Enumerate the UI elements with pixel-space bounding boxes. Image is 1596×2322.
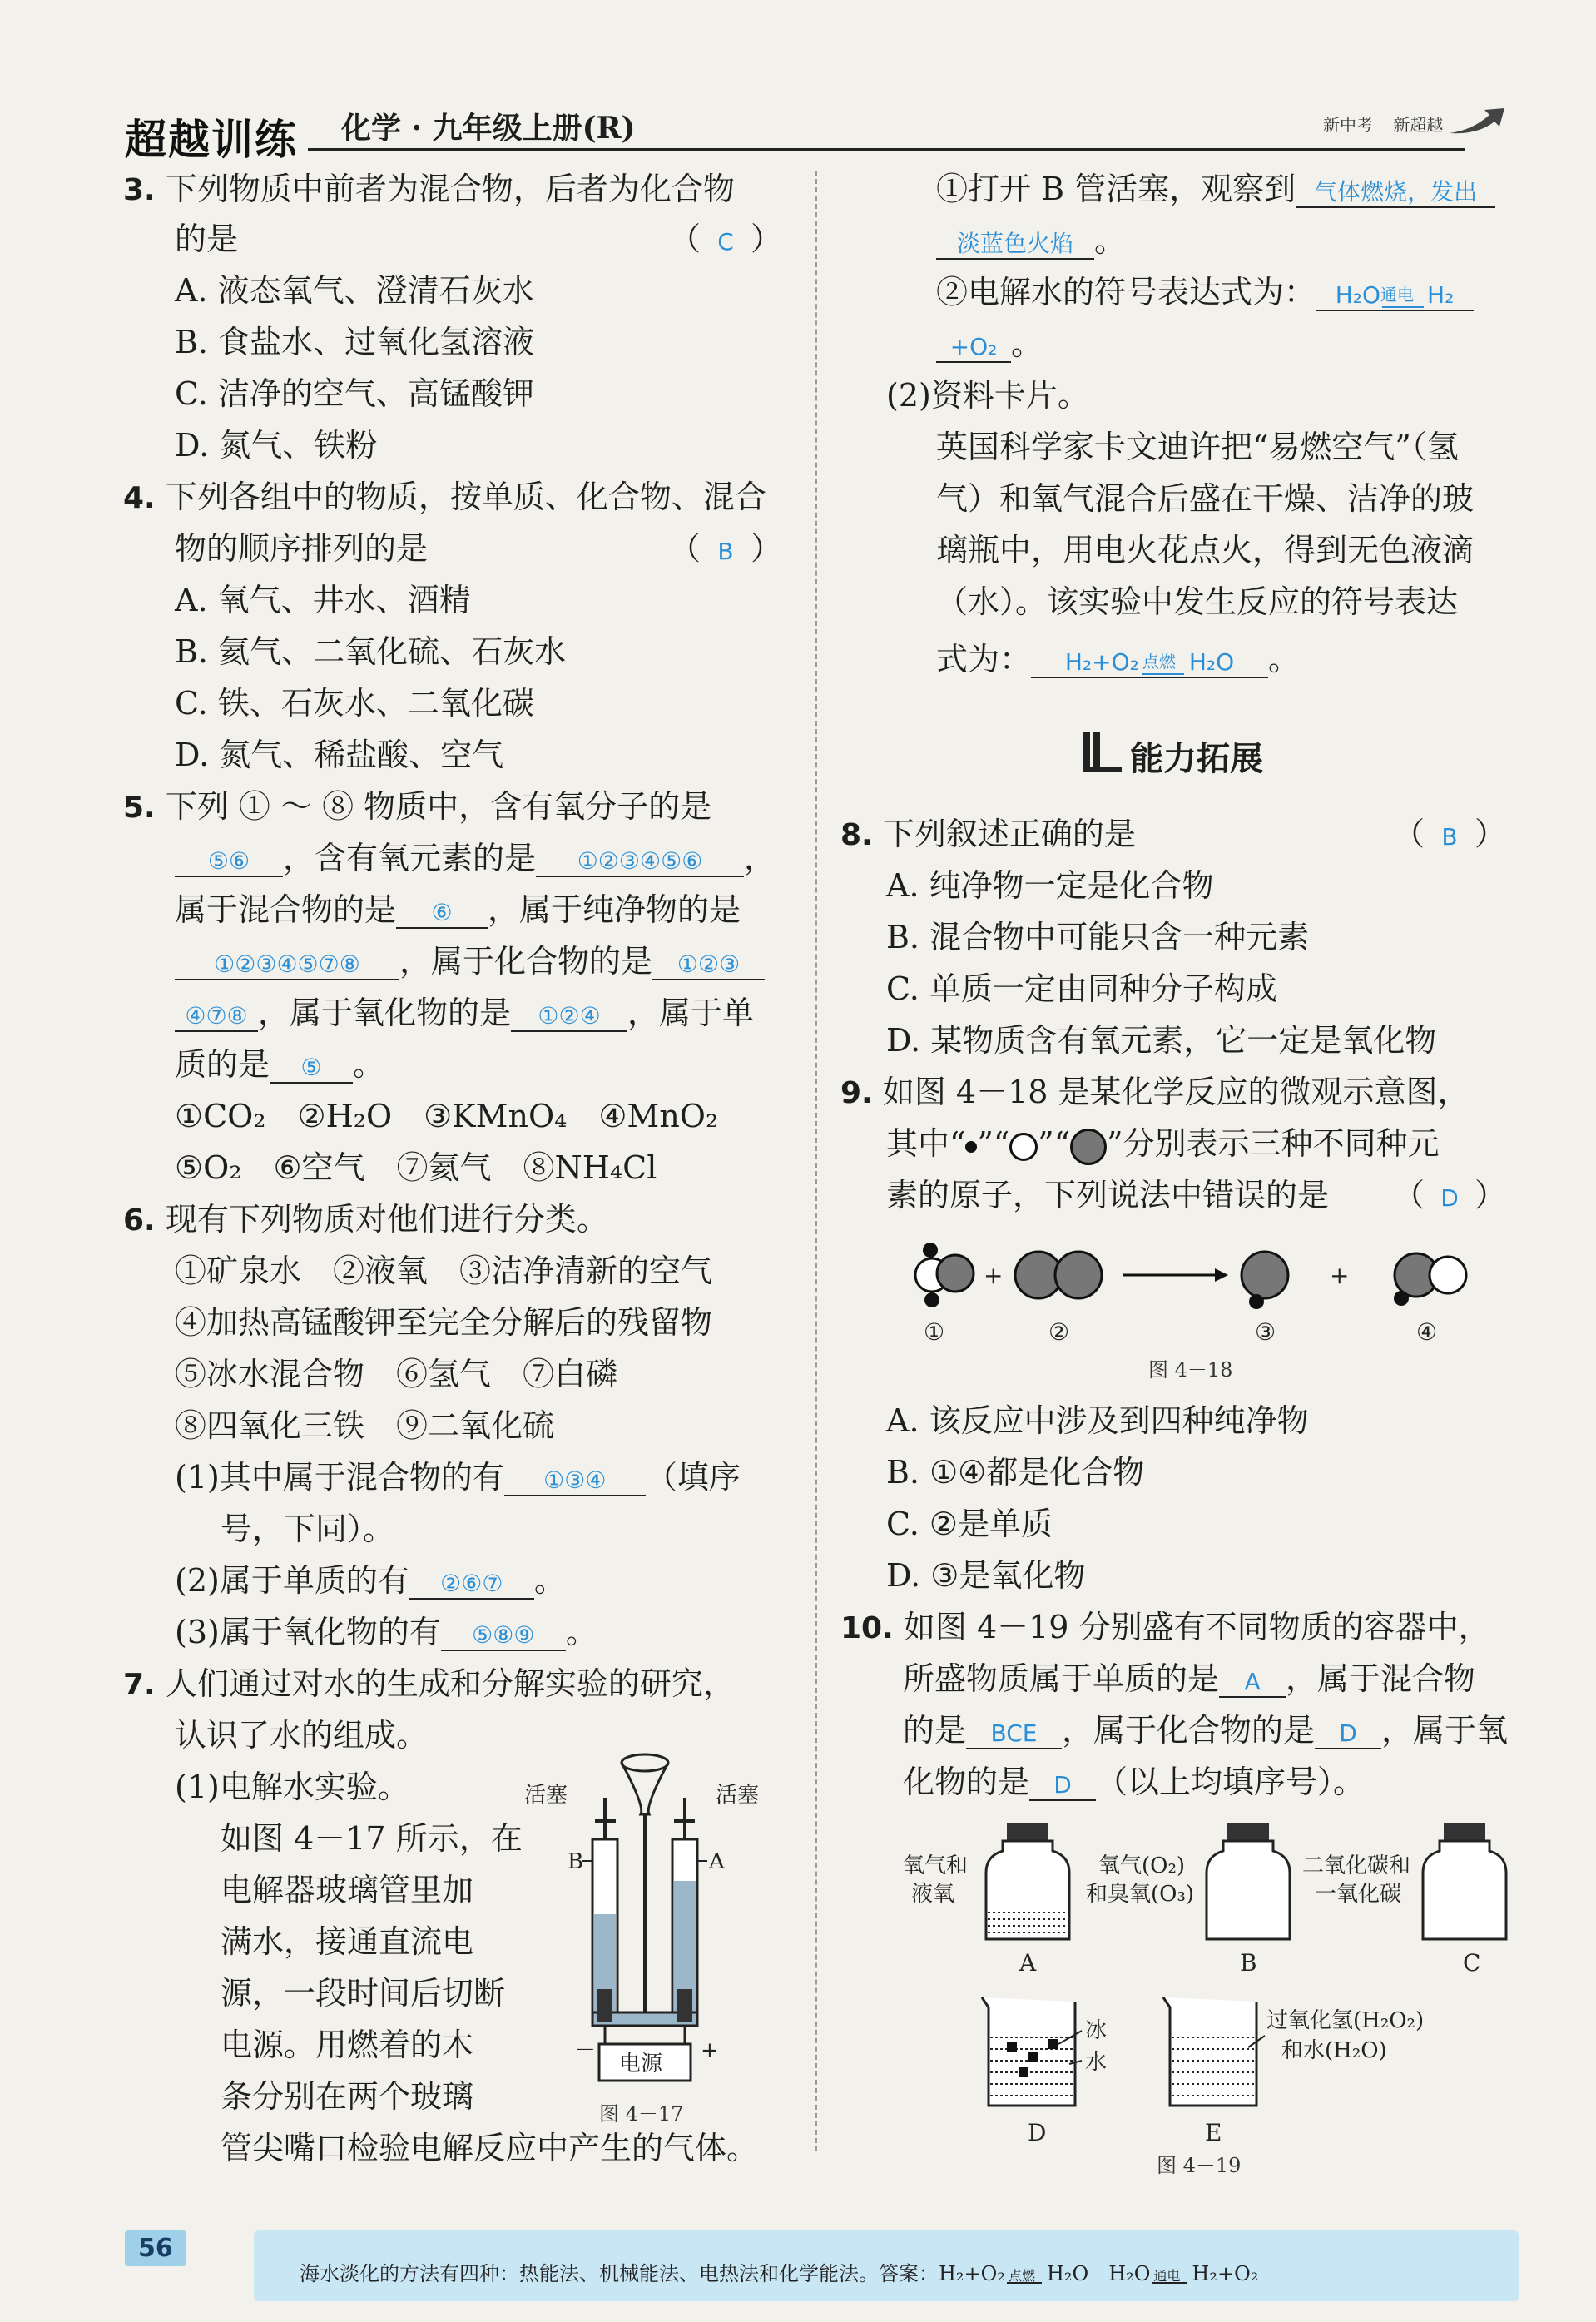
header-rule	[308, 148, 1465, 151]
q7-result-2-cont: +O₂ 。	[936, 325, 1043, 364]
q7-card-2: 气）和氧气混合后盛在干燥、洁净的玻	[936, 480, 1475, 517]
q3-stem-line2	[175, 221, 782, 259]
bottle-c-label-1: 二氧化碳和	[1302, 1853, 1411, 1878]
column-divider	[815, 171, 817, 2151]
q7-number: 7.	[123, 1668, 156, 1702]
footer-cond-2: 通电	[1153, 2268, 1181, 2284]
q7-part1: (1)电解水实验。	[175, 1769, 409, 1805]
q7-result-1: ①打开 B 管活塞，观察到 气体燃烧，发出	[936, 171, 1495, 209]
q10-line-3: 的是 BCE ，属于化合物的是 D ，属于氧	[903, 1712, 1509, 1749]
q5-line5: ④⑦⑧ ，属于氧化物的是 ①②④ ，属于单	[175, 995, 754, 1033]
q10-blank-2: BCE	[966, 1719, 1062, 1749]
molecule-1	[915, 1243, 974, 1307]
q5-blank-3: ⑥	[396, 899, 488, 929]
fig418-plus-1: +	[984, 1262, 1004, 1289]
fig417-label-b: B	[568, 1849, 584, 1874]
reaction-arrow	[1123, 1268, 1228, 1282]
q5-line4: ①②③④⑤⑦⑧ ，属于化合物的是 ①②③	[175, 943, 765, 981]
q8-answer: B	[1441, 823, 1458, 851]
q6-part3: (3)属于氧化物的有 ⑤⑧⑨ 。	[175, 1614, 597, 1650]
beaker-e	[1163, 1997, 1256, 2106]
q9-stem-1: 9. 如图 4－18 是某化学反应的微观示意图，	[840, 1074, 1470, 1110]
q9-answer: D	[1440, 1184, 1459, 1212]
q3-option-b: B. 食盐水、过氧化氢溶液	[175, 324, 535, 360]
footer-cond-1: 点燃	[1008, 2268, 1035, 2284]
fig417-power: 电源	[619, 2052, 663, 2076]
q7-blank-1a: 气体燃烧，发出	[1296, 178, 1495, 208]
q3-option-a: A. 液态氧气、澄清石灰水	[175, 272, 534, 309]
bottle-c	[1423, 1823, 1506, 1939]
q3-number: 3.	[123, 173, 156, 207]
q5-blank-7: ⑤	[270, 1054, 353, 1084]
q8-number: 8.	[840, 818, 873, 852]
beaker-e-label-1: 过氧化氢(H₂O₂)	[1266, 2008, 1425, 2033]
q7-desc-7: 管尖嘴口检验电解反应中产生的气体。	[221, 2130, 759, 2166]
brand-title: 超越训练	[125, 116, 298, 164]
fig418-label-1: ①	[924, 1318, 945, 1346]
q5-blank-4: ①②③④⑤⑦⑧	[175, 950, 399, 980]
q5-blank-5b: ④⑦⑧	[175, 1002, 258, 1032]
beaker-d-label-2: 水	[1085, 2050, 1108, 2075]
q4-stem-line2	[175, 530, 782, 568]
q8-option-b: B. 混合物中可能只含一种元素	[886, 919, 1310, 955]
q10-number: 10.	[840, 1611, 894, 1645]
header-tags	[1323, 112, 1458, 136]
q9-option-c: C. ②是单质	[886, 1506, 1053, 1542]
q7-blank-3: H₂+O₂ 点燃 H₂O	[1031, 648, 1268, 678]
q6-part1: (1)其中属于混合物的有 ①③④ （填序	[175, 1459, 741, 1496]
bottle-a-label-2: 液氧	[911, 1882, 955, 1907]
footer-arrow-1	[1007, 2282, 1042, 2284]
q8-option-d: D. 某物质含有氧元素，它一定是氧化物	[886, 1022, 1437, 1059]
q7-desc-6: 条分别在两个玻璃	[221, 2078, 474, 2115]
beaker-e-letter: E	[1205, 2119, 1222, 2146]
q7-desc-4: 源，一段时间后切断	[221, 1975, 506, 2012]
q6-items-2: ④加热高锰酸钾至完全分解后的残留物	[175, 1304, 713, 1341]
q4-option-b: B. 氦气、二氧化硫、石灰水	[175, 633, 567, 670]
header-tag-2: 新超越	[1393, 115, 1444, 135]
molecule-2	[1015, 1252, 1102, 1298]
q7-cond-electric: 通电	[1380, 285, 1415, 305]
q7-stem-line2: 认识了水的组成。	[175, 1717, 429, 1754]
q7-card-4: （水）。该实验中发生反应的符号表达	[936, 583, 1459, 620]
q7-blank-2b: +O₂	[936, 333, 1011, 363]
q4-option-a: A. 氧气、井水、酒精	[175, 582, 471, 618]
q7-arrow-2	[1142, 673, 1184, 675]
page-number: 56	[125, 2230, 186, 2266]
book-title: 化学 · 九年级上册(R)	[341, 111, 636, 146]
q3-stem2: 的是	[175, 221, 239, 257]
atom-gray-icon	[1070, 1129, 1107, 1165]
q4-option-c: C. 铁、石灰水、二氧化碳	[175, 685, 534, 722]
q6-stem: 6. 现有下列物质对他们进行分类。	[123, 1201, 608, 1238]
q9-option-b: B. ①④都是化合物	[886, 1454, 1145, 1491]
q5-blank-2: ①②③④⑤⑥	[536, 847, 744, 877]
q7-card-1: 英国科学家卡文迪许把“易燃空气”（氢	[936, 429, 1459, 465]
q10-line-2: 所盛物质属于单质的是 A ，属于混合物	[903, 1660, 1476, 1697]
bottle-a	[986, 1823, 1069, 1939]
fig418-label-4: ④	[1416, 1318, 1438, 1346]
beaker-d-letter: D	[1028, 2119, 1047, 2146]
q5-line2: ⑤⑥ ，含有氧元素的是 ①②③④⑤⑥ ，	[175, 840, 776, 878]
bottle-b-letter: B	[1240, 1949, 1257, 1977]
figure-4-18	[899, 1232, 1498, 1382]
q5-line6: 质的是 ⑤ 。	[175, 1046, 385, 1083]
q8-answer-paren: （ B ）	[1392, 816, 1506, 852]
molecule-3	[1242, 1252, 1288, 1309]
q6-items-1: ①矿泉水 ②液氧 ③洁净清新的空气	[175, 1253, 713, 1289]
fig418-plus-2: +	[1330, 1262, 1350, 1289]
bottle-b	[1207, 1823, 1290, 1939]
q9-answer-paren: （ D ）	[1392, 1177, 1506, 1213]
q7-result-2: ②电解水的符号表达式为： H₂O 通电 H₂	[936, 274, 1474, 312]
q8-option-c: C. 单质一定由同种分子构成	[886, 970, 1277, 1007]
q4-stem2: 物的顺序排列的是	[175, 530, 429, 567]
figure-4-19	[882, 1814, 1514, 2181]
bottle-a-label-1: 氧气和	[903, 1853, 969, 1878]
beaker-d	[982, 1997, 1075, 2106]
footer-tip: 海水淡化的方法有四种：热能法、机械能法、电热法和化学能法。答案：H₂+O₂ 点燃 H₂O H₂O 通电 H₂+O₂	[300, 2262, 1259, 2285]
q5-blank-1: ⑤⑥	[175, 847, 283, 877]
fig417-label-a: A	[709, 1849, 725, 1874]
q10-line-1: 10. 如图 4－19 分别盛有不同物质的容器中，	[840, 1609, 1490, 1645]
q9-number: 9.	[840, 1076, 873, 1110]
q3-stem-line1	[123, 171, 735, 209]
footer-arrow-2	[1152, 2282, 1187, 2284]
q6-number: 6.	[123, 1203, 156, 1238]
q9-stem-2: 其中“ ”“ ”“ ”分别表示三种不同种元	[886, 1125, 1440, 1165]
q7-desc-3: 满水，接通直流电	[221, 1923, 474, 1960]
section-bar-icon	[1082, 731, 1123, 774]
q5-list-1: ①CO₂ ②H₂O ③KMnO₄ ④MnO₂	[175, 1098, 719, 1134]
q6-part2: (2)属于单质的有 ②⑥⑦ 。	[175, 1562, 566, 1599]
q8-option-a: A. 纯净物一定是化合物	[886, 867, 1214, 904]
q7-desc-1: 如图 4－17 所示，在	[221, 1820, 523, 1857]
q10-blank-1: A	[1219, 1668, 1286, 1698]
figure-4-17-caption: 图 4－17	[599, 2102, 684, 2126]
q9-option-d: D. ③是氧化物	[886, 1557, 1086, 1594]
q4-answer-paren: （ B ）	[668, 530, 782, 567]
q5-blank-5a: ①②③	[652, 950, 765, 980]
q7-cond-ignite: 点燃	[1142, 652, 1176, 672]
fig418-caption: 图 4－18	[1148, 1358, 1233, 1382]
q7-part2: (2)资料卡片。	[886, 377, 1089, 414]
q8-stem: 8. 下列叙述正确的是 （ B ）	[840, 816, 1506, 852]
q10-line-4: 化物的是 D （以上均填序号）。	[903, 1764, 1366, 1800]
bottle-b-label-1: 氧气(O₂)	[1098, 1853, 1186, 1878]
atom-small-black-icon	[965, 1141, 977, 1153]
q6-blank-3: ⑤⑧⑨	[441, 1621, 566, 1651]
fig417-plus: +	[701, 2038, 719, 2063]
q7-blank-1b: 淡蓝色火焰	[936, 230, 1094, 260]
q7-desc-2: 电解器玻璃管里加	[221, 1872, 474, 1908]
bottle-b-label-2: 和臭氧(O₃)	[1086, 1882, 1195, 1907]
q7-desc-5: 电源。用燃着的木	[221, 2027, 474, 2063]
atom-white-icon	[1009, 1133, 1038, 1161]
q6-part1-cont: 号，下同）。	[221, 1511, 395, 1547]
q10-blank-4: D	[1029, 1771, 1096, 1801]
q7-card-5: 式为： H₂+O₂ 点燃 H₂O 。	[936, 641, 1301, 677]
q6-blank-2: ②⑥⑦	[409, 1570, 534, 1600]
figure-4-17	[516, 1748, 791, 2097]
fig417-valve-right: 活塞	[716, 1783, 760, 1808]
q7-result-1-cont: 淡蓝色火焰 。	[936, 222, 1126, 260]
q3-answer: C	[717, 228, 734, 256]
molecule-4	[1394, 1253, 1466, 1306]
q4-number: 4.	[123, 481, 156, 515]
q5-number: 5.	[123, 791, 156, 825]
q4-stem1: 下列各组中的物质，按单质、化合物、混合	[165, 479, 766, 515]
fig419-caption: 图 4－19	[1157, 2154, 1242, 2177]
q3-option-d: D. 氮气、铁粉	[175, 427, 378, 464]
q6-items-3: ⑤冰水混合物 ⑥氢气 ⑦白磷	[175, 1356, 618, 1392]
q3-stem1: 下列物质中前者为混合物，后者为化合物	[165, 171, 735, 207]
q5-list-2: ⑤O₂ ⑥空气 ⑦氦气 ⑧NH₄Cl	[175, 1149, 657, 1186]
q5-line1: 5. 下列 ① ～ ⑧ 物质中，含有氧分子的是	[123, 788, 712, 825]
q7-arrow-1	[1382, 306, 1424, 308]
q4-answer: B	[717, 538, 734, 565]
q4-stem-line1	[123, 479, 766, 517]
q6-blank-1: ①③④	[504, 1466, 646, 1496]
bottle-c-letter: C	[1463, 1949, 1481, 1977]
q9-stem-3: 素的原子，下列说法中错误的是 （ D ）	[886, 1177, 1506, 1213]
header-tag-1: 新中考	[1323, 115, 1373, 135]
q3-answer-paren: （ C ）	[668, 221, 782, 257]
fig417-minus: －	[574, 2038, 597, 2063]
q3-option-c: C. 洁净的空气、高锰酸钾	[175, 375, 534, 412]
fig417-valve-left: 活塞	[524, 1783, 568, 1808]
q7-card-3: 璃瓶中，用电火花点火，得到无色液滴	[936, 532, 1475, 568]
q5-line3: 属于混合物的是 ⑥ ，属于纯净物的是	[175, 891, 741, 928]
fig418-label-2: ②	[1048, 1318, 1070, 1346]
q9-option-a: A. 该反应中涉及到四种纯净物	[886, 1402, 1309, 1439]
q7-stem-line1: 7. 人们通过对水的生成和分解实验的研究，	[123, 1665, 735, 1702]
q4-option-d: D. 氮气、稀盐酸、空气	[175, 737, 504, 773]
beaker-e-label-2: 和水(H₂O)	[1281, 2038, 1387, 2063]
section-title: 能力拓展	[1130, 740, 1263, 778]
bottle-c-label-2: 一氧化碳	[1315, 1882, 1402, 1907]
bottle-a-letter: A	[1019, 1949, 1037, 1977]
q7-blank-2a: H₂O 通电 H₂	[1316, 281, 1474, 311]
q10-blank-3: D	[1315, 1719, 1381, 1749]
arrow-icon	[1448, 105, 1506, 138]
beaker-d-label-1: 冰	[1085, 2018, 1108, 2043]
q5-blank-6: ①②④	[511, 1002, 627, 1032]
fig418-label-3: ③	[1255, 1318, 1276, 1346]
q6-items-4: ⑧四氧化三铁 ⑨二氧化硫	[175, 1407, 555, 1444]
